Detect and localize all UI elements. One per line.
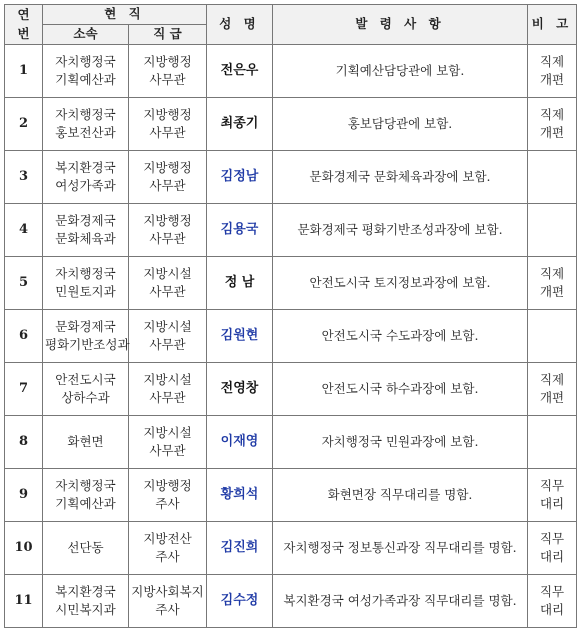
- department-line: 복지환경국: [55, 583, 116, 599]
- header-number-line2: 번: [17, 25, 30, 41]
- department-line: 자치행정국: [55, 53, 116, 69]
- department-line: 기획예산과: [55, 72, 116, 87]
- grade-line: 지방행정: [143, 106, 192, 122]
- table-row: [5, 151, 577, 204]
- department-cell: [43, 45, 129, 98]
- remark-line: 개편: [539, 390, 565, 405]
- grade-cell: [129, 416, 207, 469]
- grade-line: 사무관: [149, 72, 186, 87]
- department-cell: [43, 98, 129, 151]
- department-line: 홍보전산과: [55, 125, 116, 140]
- table-row: [5, 204, 577, 257]
- table-row: [5, 575, 577, 628]
- appointment-text: 자치행정국 정보통신과장 직무대리를 명함.: [273, 522, 528, 575]
- row-number: 1: [5, 45, 43, 98]
- department-line: 복지환경국: [55, 159, 116, 175]
- grade-line: 지방행정: [143, 477, 192, 493]
- header-department: 소속: [43, 25, 129, 45]
- department-cell: [43, 257, 129, 310]
- department-line: 기획예산과: [55, 496, 116, 511]
- remark-line: 직제: [539, 265, 565, 281]
- remark-line: 개편: [539, 125, 565, 140]
- grade-line: 주사: [155, 549, 180, 564]
- appointment-text: 기획예산담당관에 보함.: [273, 45, 528, 98]
- appointment-text: 화현면장 직무대리를 명함.: [273, 469, 528, 522]
- person-name: 김수정: [207, 575, 273, 628]
- grade-cell: [129, 522, 207, 575]
- appointment-text: 안전도시국 수도과장에 보함.: [273, 310, 528, 363]
- remark-line: 직제: [539, 53, 565, 69]
- header-name: 성 명: [207, 5, 273, 45]
- row-number: 7: [5, 363, 43, 416]
- grade-cell: [129, 204, 207, 257]
- department-line: 자치행정국: [55, 477, 116, 493]
- remark-cell: [528, 575, 577, 628]
- table-row: [5, 310, 577, 363]
- person-name: 김원현: [207, 310, 273, 363]
- grade-line: 지방행정: [143, 53, 192, 69]
- grade-line: 사무관: [149, 178, 186, 193]
- grade-line: 지방시설: [143, 371, 192, 387]
- department-cell: [43, 310, 129, 363]
- header-appointment: 발 령 사 항: [273, 5, 528, 45]
- table-row: [5, 416, 577, 469]
- grade-cell: [129, 151, 207, 204]
- remark-cell: [528, 363, 577, 416]
- grade-line: 사무관: [149, 443, 186, 458]
- department-cell: [43, 522, 129, 575]
- remark-line: 직무: [539, 530, 565, 546]
- department-line: 문화경제국: [55, 212, 116, 228]
- row-number: 2: [5, 98, 43, 151]
- remark-line: 대리: [539, 496, 565, 511]
- department-cell: [43, 575, 129, 628]
- department-line: 안전도시국: [55, 371, 116, 387]
- grade-line: 사무관: [149, 390, 186, 405]
- grade-cell: [129, 363, 207, 416]
- department-cell: [43, 416, 129, 469]
- header-current-position: 현 직: [43, 5, 207, 25]
- table-row: [5, 469, 577, 522]
- person-name: 전은우: [207, 45, 273, 98]
- grade-line: 지방사회복지: [131, 583, 204, 599]
- appointment-text: 홍보담당관에 보함.: [273, 98, 528, 151]
- grade-line: 사무관: [149, 231, 186, 246]
- department-line: 자치행정국: [55, 265, 116, 281]
- person-name: 정 남: [207, 257, 273, 310]
- grade-line: 사무관: [149, 284, 186, 299]
- appointment-text: 복지환경국 여성가족과장 직무대리를 명함.: [273, 575, 528, 628]
- department-line: 문화경제국: [55, 318, 116, 334]
- table-row: [5, 257, 577, 310]
- remark-cell: [528, 151, 577, 204]
- remark-line: 직제: [539, 371, 565, 387]
- header-grade: 직 급: [129, 25, 207, 45]
- table-row: [5, 522, 577, 575]
- remark-cell: [528, 98, 577, 151]
- person-name: 김정남: [207, 151, 273, 204]
- grade-line: 지방행정: [143, 212, 192, 228]
- remark-line: 대리: [539, 549, 565, 564]
- person-name: 최종기: [207, 98, 273, 151]
- grade-line: 사무관: [149, 125, 186, 140]
- department-line: 문화체육과: [55, 231, 116, 246]
- table-row: [5, 363, 577, 416]
- personnel-appointment-table: [4, 4, 577, 628]
- grade-cell: [129, 257, 207, 310]
- department-cell: [43, 151, 129, 204]
- remark-line: 직무: [539, 583, 565, 599]
- department-line: 상하수과: [61, 390, 110, 405]
- appointment-text: 안전도시국 토지정보과장에 보함.: [273, 257, 528, 310]
- row-number: 6: [5, 310, 43, 363]
- row-number: 10: [5, 522, 43, 575]
- department-cell: [43, 469, 129, 522]
- row-number: 8: [5, 416, 43, 469]
- department-cell: [43, 363, 129, 416]
- appointment-text: 문화경제국 평화기반조성과장에 보함.: [273, 204, 528, 257]
- department-line: 민원토지과: [55, 284, 116, 299]
- appointment-text: 문화경제국 문화체육과장에 보함.: [273, 151, 528, 204]
- department-line: 여성가족과: [55, 178, 116, 193]
- person-name: 김용국: [207, 204, 273, 257]
- remark-line: 개편: [539, 72, 565, 87]
- grade-line: 지방시설: [143, 318, 192, 334]
- remark-cell: [528, 204, 577, 257]
- remark-line: 직제: [539, 106, 565, 122]
- appointment-text: 자치행정국 민원과장에 보함.: [273, 416, 528, 469]
- table-row: [5, 45, 577, 98]
- appointment-text: 안전도시국 하수과장에 보함.: [273, 363, 528, 416]
- grade-line: 사무관: [149, 337, 186, 352]
- row-number: 5: [5, 257, 43, 310]
- remark-cell: [528, 416, 577, 469]
- remark-line: 직무: [539, 477, 565, 493]
- table-body: [5, 45, 577, 628]
- row-number: 11: [5, 575, 43, 628]
- grade-cell: [129, 45, 207, 98]
- department-line: 자치행정국: [55, 106, 116, 122]
- grade-cell: [129, 575, 207, 628]
- row-number: 9: [5, 469, 43, 522]
- header-number: [5, 5, 43, 45]
- grade-line: 지방전산: [143, 530, 192, 546]
- person-name: 김진희: [207, 522, 273, 575]
- person-name: 이재영: [207, 416, 273, 469]
- grade-line: 주사: [155, 602, 180, 617]
- grade-line: 주사: [155, 496, 180, 511]
- table-row: [5, 98, 577, 151]
- department-line: 평화기반조성과: [45, 337, 130, 352]
- department-line: 화현면: [67, 433, 104, 449]
- header-number-line1: 연: [17, 7, 30, 23]
- person-name: 황희석: [207, 469, 273, 522]
- grade-cell: [129, 98, 207, 151]
- person-name: 전영창: [207, 363, 273, 416]
- grade-line: 지방행정: [143, 159, 192, 175]
- grade-cell: [129, 310, 207, 363]
- remark-cell: [528, 310, 577, 363]
- row-number: 4: [5, 204, 43, 257]
- remark-cell: [528, 469, 577, 522]
- remark-cell: [528, 257, 577, 310]
- grade-line: 지방시설: [143, 424, 192, 440]
- department-line: 시민복지과: [55, 602, 116, 617]
- grade-cell: [129, 469, 207, 522]
- remark-cell: [528, 45, 577, 98]
- remark-cell: [528, 522, 577, 575]
- row-number: 3: [5, 151, 43, 204]
- header-remark: 비 고: [528, 5, 577, 45]
- remark-line: 개편: [539, 284, 565, 299]
- department-line: 선단동: [67, 539, 104, 555]
- grade-line: 지방시설: [143, 265, 192, 281]
- department-cell: [43, 204, 129, 257]
- remark-line: 대리: [539, 602, 565, 617]
